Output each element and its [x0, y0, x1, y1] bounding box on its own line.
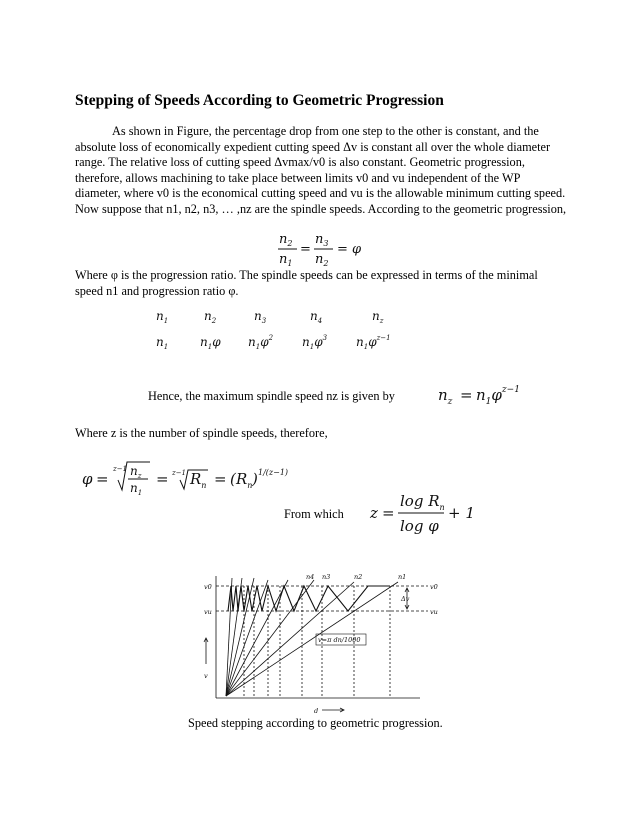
svg-text:n1φ2: $n_1\varphi^2$: [248, 334, 274, 351]
svg-text:log φ: log φ: [400, 517, 439, 535]
label-right-v0: v0: [430, 583, 438, 591]
z-equation: [368, 490, 478, 536]
svg-text:n1φ3: $n_1\varphi^3$: [302, 334, 328, 351]
svg-text:z−1: z−1: [172, 469, 187, 477]
svg-text:n1φ: $n_1\varphi$: [200, 335, 221, 351]
figure-caption: Speed stepping according to geometric progression.: [188, 716, 443, 730]
label-right-vu: vu: [430, 608, 438, 616]
ratio-equation: [275, 230, 370, 268]
svg-text:n2: $n_2$: [279, 232, 293, 248]
svg-text:n2: $n_2$: [315, 252, 329, 268]
phi-equation: [80, 458, 300, 498]
svg-text:nz: $n_z$: [372, 309, 384, 325]
svg-text:n1: $n_1$: [156, 309, 169, 325]
nz-equation: [436, 380, 531, 408]
svg-text:φ: φ: [82, 470, 93, 488]
label-n1: n1: [398, 573, 407, 581]
svg-text:): ): [252, 470, 258, 488]
label-left-v0: v0: [204, 583, 212, 591]
svg-text:=: =: [96, 470, 109, 488]
svg-text:n4: $n_4$: [310, 309, 323, 325]
svg-text:n1φz−1: $n_1\varphi^{z-1}$: [356, 334, 391, 351]
svg-text:=: =: [214, 470, 227, 488]
section-heading: Stepping of Speeds According to Geometric Progression: [75, 92, 444, 109]
svg-text:+ 1: + 1: [448, 504, 475, 522]
svg-text:n1: $n_1$: [130, 481, 143, 497]
where-z-text: Where z is the number of spindle speeds, therefore,: [75, 426, 328, 440]
svg-text:=: =: [300, 242, 311, 257]
svg-text:(: (: [230, 470, 236, 488]
svg-text:Rn: $R_n$: [190, 470, 207, 490]
label-d-axis: d: [314, 707, 319, 715]
from-which-text: From which: [284, 507, 344, 521]
svg-text:n1: $n_1$: [279, 252, 293, 268]
svg-text:n1φz−1: $n_1\varphi^{z-1}$: [476, 385, 520, 407]
svg-text:=: =: [382, 504, 395, 522]
label-n3: n3: [322, 573, 331, 581]
svg-text:n3: $n_3$: [254, 309, 267, 325]
svg-text:n2: $n_2$: [204, 309, 217, 325]
svg-text:=: =: [156, 470, 169, 488]
svg-text:1/(z−1): 1/(z−1): [258, 468, 289, 477]
hence-text: Hence, the maximum spindle speed nz is given by: [148, 389, 395, 403]
label-n4: n4: [306, 573, 315, 581]
svg-text:z: z: [370, 504, 378, 522]
speed-table: [150, 306, 410, 356]
label-n2: n2: [354, 573, 363, 581]
svg-text:nz: $n_z$: [438, 386, 453, 407]
svg-text:Rn: $R_n$: [236, 470, 253, 490]
label-v-axis: v: [204, 672, 208, 680]
svg-text:=: =: [460, 386, 473, 404]
svg-text:nz: $n_z$: [130, 464, 142, 480]
intro-paragraph: As shown in Figure, the percentage drop from one step to the other is constant, and the absolute loss of economically expedient cutting speed Δv is constant all over the whole diameter range. The relative loss of cutting speed Δvmax/v0 is also constant. Geometric progression, therefore, allows machining to take place between limits v0 and vu independent of the WP diameter, where v0 is the economical cutting speed and vu is the allowable minimum cutting speed. Now suppose that n1, n2, n3, … ,nz are the spindle speeds. According to the geometric progression,: [75, 124, 567, 216]
svg-text:z−1: z−1: [113, 465, 128, 473]
svg-text:n3: $n_3$: [315, 232, 329, 248]
label-left-vu: vu: [204, 608, 212, 616]
svg-text:log Rn: $\log R_n$: [400, 492, 445, 512]
progression-paragraph: Where φ is the progression ratio. The spindle speeds can be expressed in terms of the minimal speed n1 and progression ratio φ.: [75, 268, 538, 298]
label-delta-v: Δv: [401, 595, 410, 603]
svg-text:φ: φ: [352, 242, 362, 257]
speed-stepping-figure: [198, 568, 438, 716]
svg-text:=: =: [337, 242, 348, 257]
svg-text:n1: $n_1$: [156, 335, 169, 351]
label-formula: v=π dn/1000: [318, 636, 361, 644]
